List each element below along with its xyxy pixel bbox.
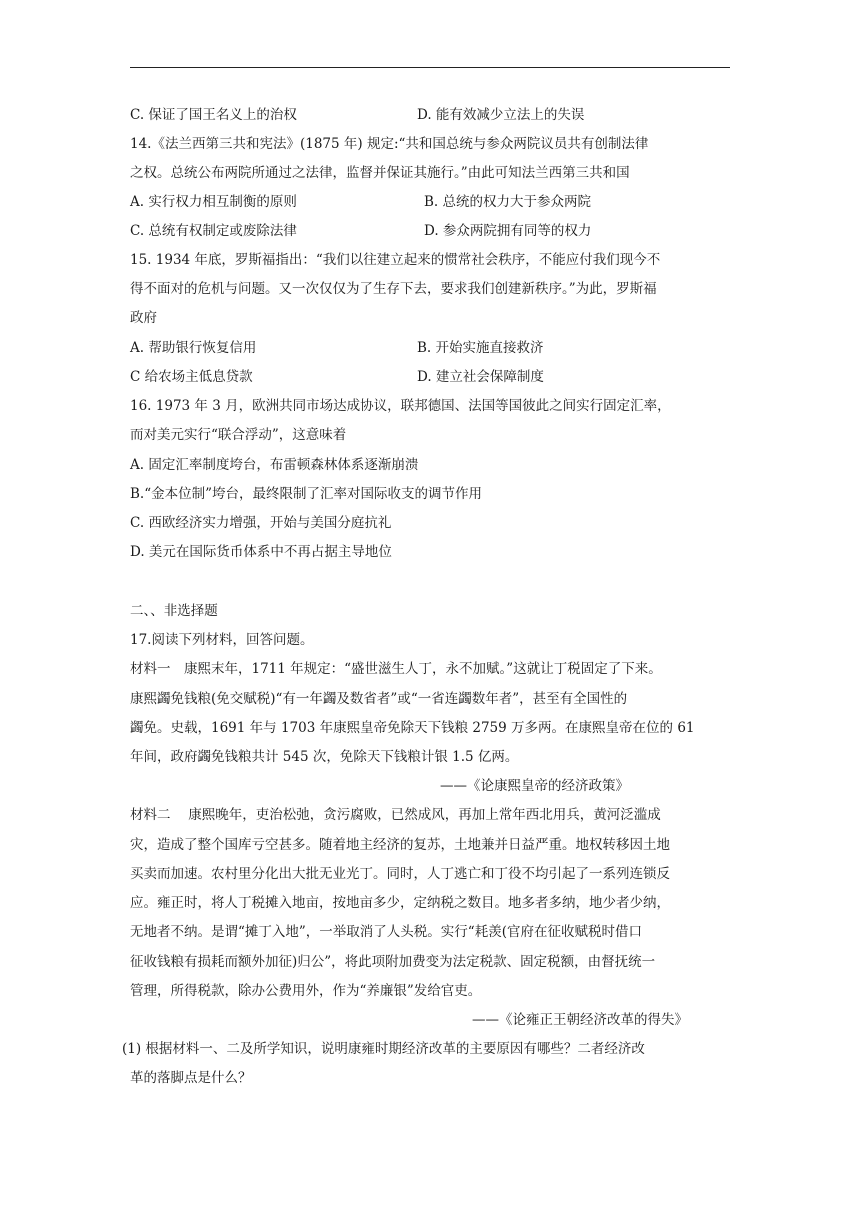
q14-option-d: D. 参众两院拥有同等的权力 — [424, 223, 592, 239]
sub-question-line-2: 革的落脚点是什么？ — [130, 1070, 252, 1086]
q15-stem-line-2: 得不面对的危机与问题。又一次仅仅为了生存下去，要求我们创建新秩序。”为此，罗斯福 — [130, 281, 657, 297]
material1-line-4: 年间，政府蠲免钱粮共计 545 次，免除天下钱粮计银 1.5 亿两。 — [130, 749, 519, 765]
q16-option-b: B.“金本位制”垮台，最终限制了汇率对国际收支的调节作用 — [130, 486, 483, 502]
material2-line-6: 征收钱粮有损耗而额外加征)归公”，将此项附加费变为法定税款、固定税额，由督抚统一 — [130, 954, 656, 970]
material1-line-3: 蠲免。史载，1691 年与 1703 年康熙皇帝免除天下钱粮 2759 万多两。在康熙皇帝在位的 61 — [130, 720, 695, 736]
q13-option-d: D. 能有效减少立法上的失误 — [417, 107, 585, 123]
q15-option-a: A. 帮助银行恢复信用 — [130, 340, 257, 356]
material2-line-3: 买卖而加速。农村里分化出大批无业光丁。同时，人丁逃亡和丁役不均引起了一系列连锁反 — [130, 866, 670, 882]
q14-stem-line-1: 14.《法兰西第三共和宪法》(1875 年) 规定:“共和国总统与参众两院议员共有创制法律 — [130, 136, 649, 152]
q14-option-a: A. 实行权力相互制衡的原则 — [130, 194, 297, 210]
q16-option-a: A. 固定汇率制度垮台，布雷顿森林体系逐渐崩溃 — [130, 457, 419, 473]
material2-line-7: 管理，所得税款，除办公费用外，作为“养廉银”发给官吏。 — [130, 983, 482, 999]
material1-source: ——《论康熙皇帝的经济政策》 — [440, 778, 629, 794]
q15-option-c: C 给农场主低息贷款 — [130, 369, 253, 385]
q14-stem-line-2: 之权。总统公布两院所通过之法律，监督并保证其施行。”由此可知法兰西第三共和国 — [130, 165, 630, 181]
q16-option-c: C. 西欧经济实力增强，开始与美国分庭抗礼 — [130, 515, 392, 531]
q15-stem-line-1: 15. 1934 年底，罗斯福指出：“我们以往建立起来的惯常社会秩序，不能应付我们现今不 — [130, 252, 661, 268]
q16-option-d: D. 美元在国际货币体系中不再占据主导地位 — [130, 544, 392, 560]
material2-line-5: 无地者不纳。是谓“摊丁入地”，一举取消了人头税。实行“耗羡(官府在征收赋税时借口 — [130, 924, 642, 940]
q14-option-c: C. 总统有权制定或废除法律 — [130, 223, 297, 239]
sub-question-line-1: (1) 根据材料一、二及所学知识，说明康雍时期经济改革的主要原因有哪些？二者经济改 — [122, 1041, 645, 1057]
material2-line-4: 应。雍正时，将人丁税摊入地亩，按地亩多少，定纳税之数目。地多者多纳，地少者少纳， — [130, 895, 670, 911]
q16-stem-line-2: 而对美元实行“联合浮动”，这意味着 — [130, 427, 347, 443]
q13-option-c: C. 保证了国王名义上的治权 — [130, 107, 297, 123]
material1-line-2: 康熙蠲免钱粮(免交赋税)“有一年蠲及数省者”或“一省连蠲数年者”，甚至有全国性的 — [130, 691, 628, 707]
section-heading: 二、、非选择题 — [130, 603, 218, 619]
q15-stem-line-3: 政府 — [130, 310, 157, 326]
q15-option-b: B. 开始实施直接救济 — [417, 340, 544, 356]
q15-option-d: D. 建立社会保障制度 — [417, 369, 544, 385]
q17-title: 17.阅读下列材料，回答问题。 — [130, 632, 314, 648]
header-rule — [130, 67, 730, 68]
q16-stem-line-1: 16. 1973 年 3 月，欧洲共同市场达成协议，联邦德国、法国等国彼此之间实行固定汇率， — [130, 398, 671, 414]
q14-option-b: B. 总统的权力大于参众两院 — [424, 194, 592, 210]
material2-source: ——《论雍正王朝经济改革的得失》 — [472, 1012, 688, 1028]
material2-line-1: 材料二 康熙晚年，吏治松弛，贪污腐败，已然成风，再加上常年西北用兵，黄河泛滥成 — [130, 807, 661, 823]
material2-line-2: 灾，造成了整个国库亏空甚多。随着地主经济的复苏，土地兼并日益严重。地权转移因土地 — [130, 837, 670, 853]
material1-line-1: 材料一 康熙末年，1711 年规定：“盛世滋生人丁，永不加赋。”这就让丁税固定了下来。 — [130, 661, 662, 677]
